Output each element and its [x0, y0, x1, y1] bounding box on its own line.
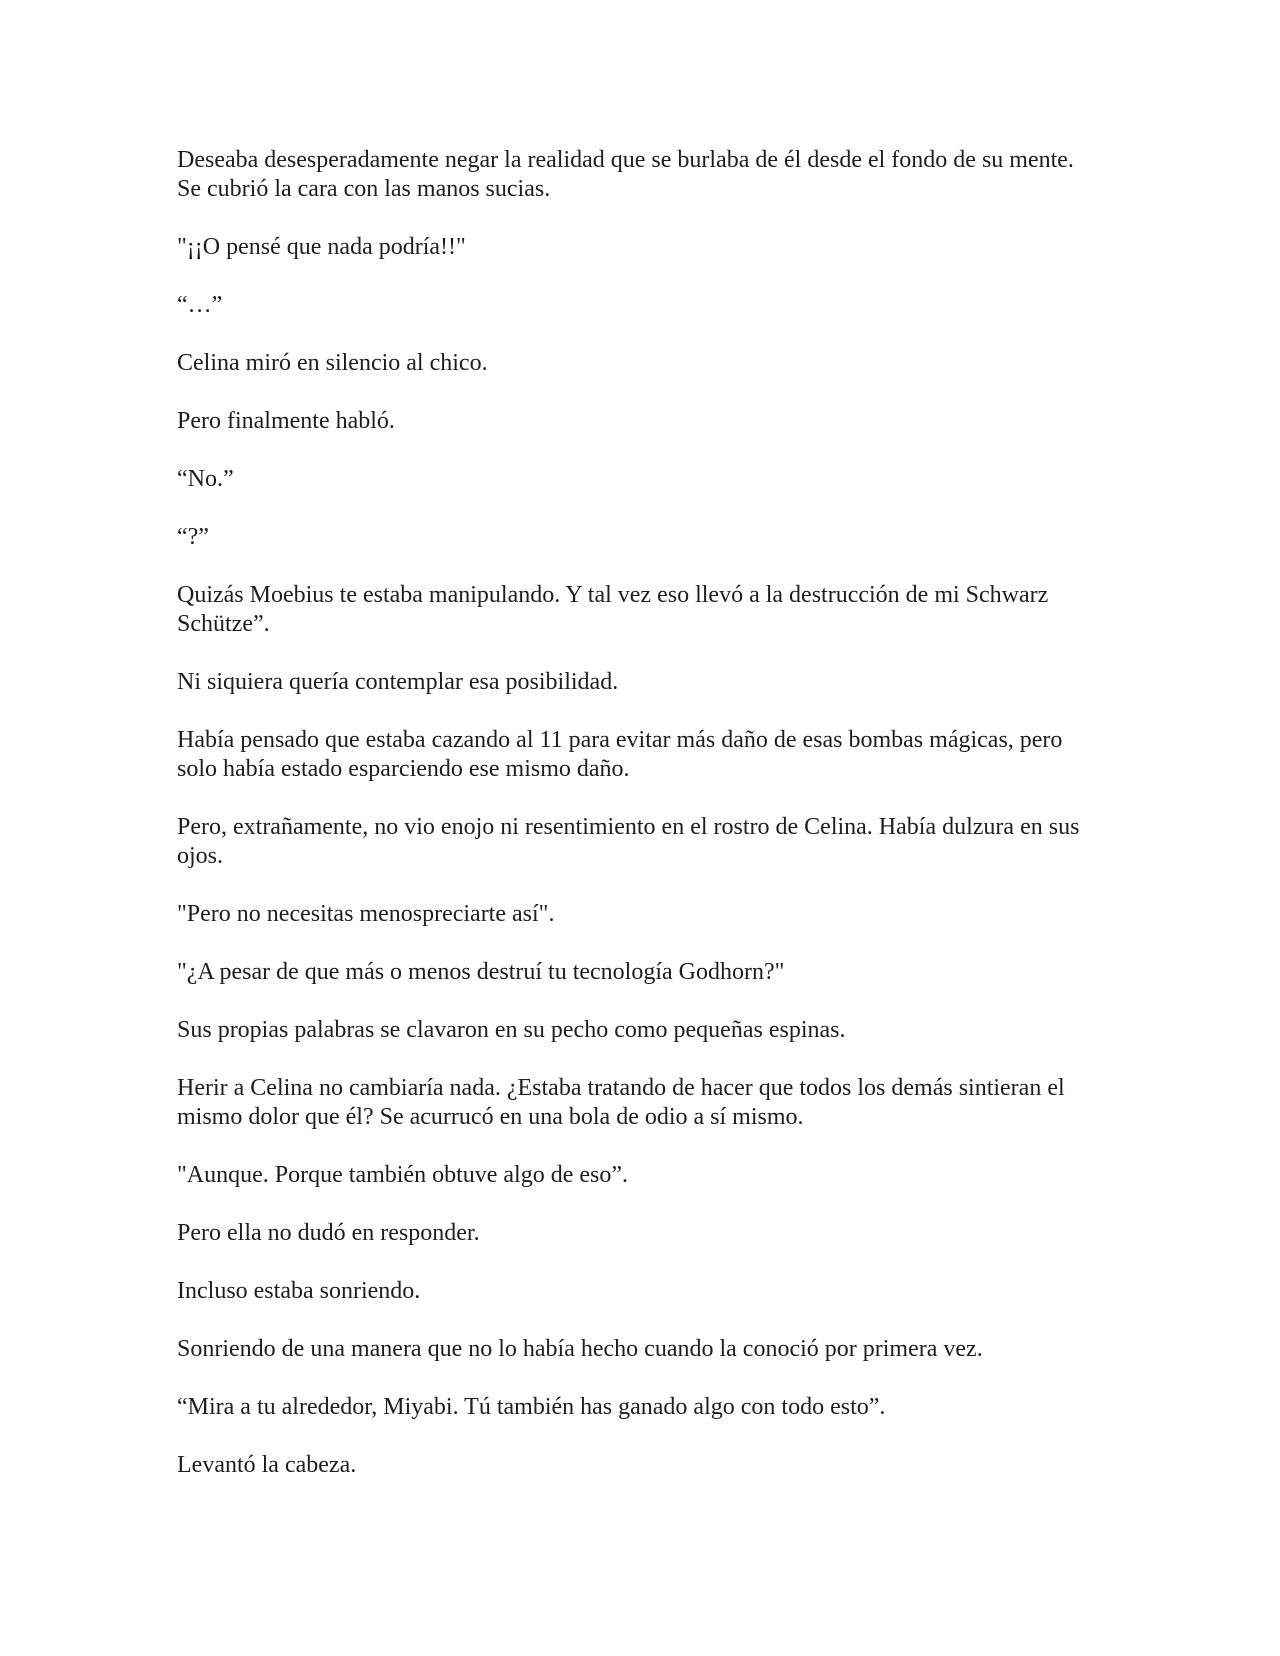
- paragraph: Sonriendo de una manera que no lo había hecho cuando la conoció por primera vez.: [177, 1336, 983, 1362]
- paragraph: Sus propias palabras se clavaron en su pecho como pequeñas espinas.: [177, 1017, 846, 1043]
- paragraph: Pero, extrañamente, no vio enojo ni resentimiento en el rostro de Celina. Había dulzura en sus ojos.: [177, 814, 1080, 869]
- paragraph: Levantó la cabeza.: [177, 1452, 357, 1478]
- paragraph: “…”: [177, 292, 223, 318]
- paragraph: "¡¡O pensé que nada podría!!": [177, 234, 466, 260]
- paragraph: Herir a Celina no cambiaría nada. ¿Estaba tratando de hacer que todos los demás sintieran el mismo dolor que él? Se acurrucó en una bola de odio a sí mismo.: [177, 1075, 1065, 1130]
- paragraph: Celina miró en silencio al chico.: [177, 350, 488, 376]
- paragraph: "Aunque. Porque también obtuve algo de eso”.: [177, 1162, 629, 1188]
- paragraph: Deseaba desesperadamente negar la realidad que se burlaba de él desde el fondo de su mente. Se cubrió la cara con las manos sucias.: [177, 147, 1074, 202]
- paragraph: Pero finalmente habló.: [177, 408, 395, 434]
- paragraph: “?”: [177, 524, 209, 550]
- paragraph: Pero ella no dudó en responder.: [177, 1220, 480, 1246]
- paragraph: “No.”: [177, 466, 234, 492]
- paragraph: Quizás Moebius te estaba manipulando. Y tal vez eso llevó a la destrucción de mi Schwarz Schütze”.: [177, 582, 1049, 637]
- document-body: [177, 146, 1097, 1480]
- paragraph: Había pensado que estaba cazando al 11 para evitar más daño de esas bombas mágicas, pero solo había estado esparciendo ese mismo daño.: [177, 727, 1063, 782]
- paragraph: “Mira a tu alrededor, Miyabi. Tú también has ganado algo con todo esto”.: [177, 1394, 886, 1420]
- paragraph: Ni siquiera quería contemplar esa posibilidad.: [177, 669, 619, 695]
- paragraph: "Pero no necesitas menospreciarte así".: [177, 901, 555, 927]
- paragraph: Incluso estaba sonriendo.: [177, 1278, 421, 1304]
- paragraph: "¿A pesar de que más o menos destruí tu tecnología Godhorn?": [177, 959, 785, 985]
